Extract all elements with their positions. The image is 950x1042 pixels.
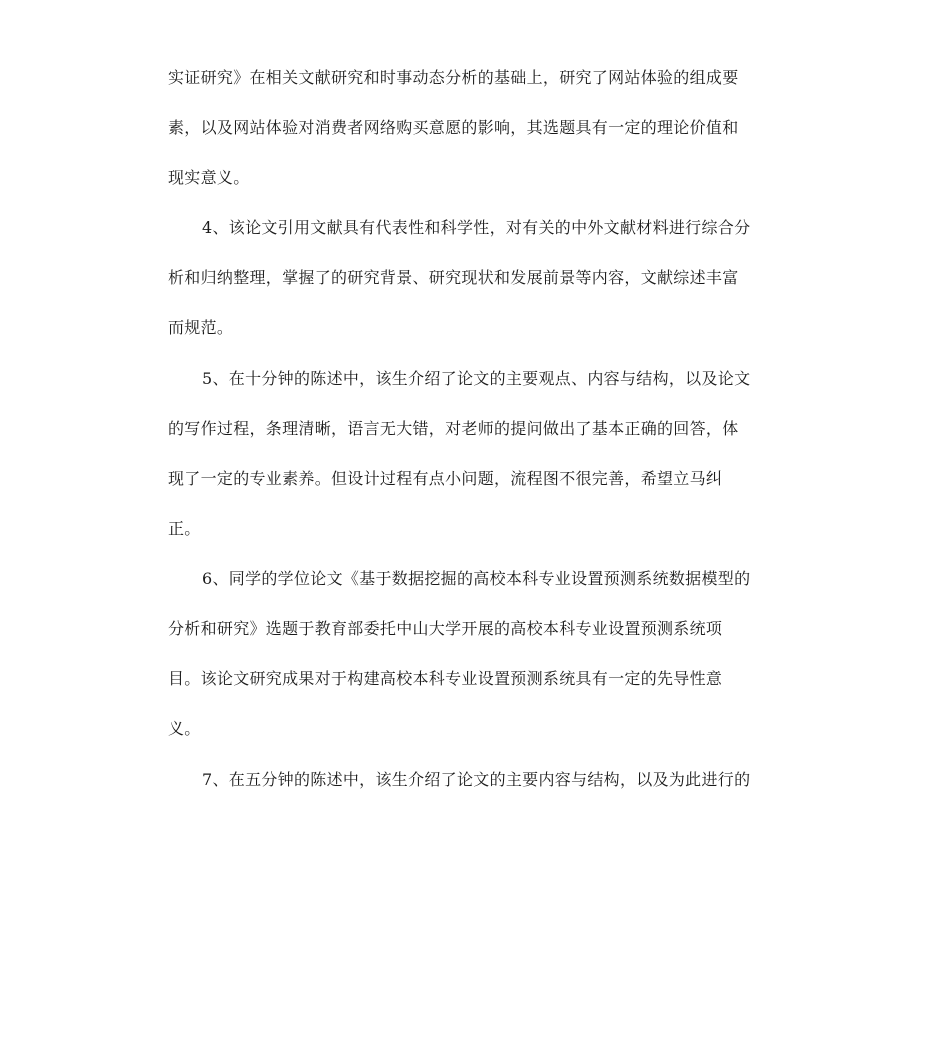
paragraph-4-start: 4、该论文引用文献具有代表性和科学性，对有关的中外文献材料进行综合分 — [202, 218, 751, 237]
text-line: 现了一定的专业素养。但设计过程有点小问题，流程图不很完善，希望立马纠 — [168, 469, 723, 488]
paragraph-7-start: 7、在五分钟的陈述中，该生介绍了论文的主要内容与结构，以及为此进行的 — [202, 770, 751, 789]
text-line: 义。 — [168, 719, 201, 738]
text-line: 分析和研究》选题于教育部委托中山大学开展的高校本科专业设置预测系统项 — [168, 619, 723, 638]
text-line: 实证研究》在相关文献研究和时事动态分析的基础上，研究了网站体验的组成要 — [168, 68, 739, 87]
text-line: 而规范。 — [168, 318, 234, 337]
text-line: 现实意义。 — [168, 168, 250, 187]
text-line: 目。该论文研究成果对于构建高校本科专业设置预测系统具有一定的先导性意 — [168, 669, 723, 688]
text-line: 析和归纳整理，掌握了的研究背景、研究现状和发展前景等内容，文献综述丰富 — [168, 268, 739, 287]
text-line: 的写作过程，条理清晰，语言无大错，对老师的提问做出了基本正确的回答，体 — [168, 419, 739, 438]
paragraph-5-start: 5、在十分钟的陈述中，该生介绍了论文的主要观点、内容与结构，以及论文 — [202, 369, 751, 388]
text-line: 正。 — [168, 519, 201, 538]
text-line: 素，以及网站体验对消费者网络购买意愿的影响，其选题具有一定的理论价值和 — [168, 118, 739, 137]
paragraph-6-start: 6、同学的学位论文《基于数据挖掘的高校本科专业设置预测系统数据模型的 — [202, 569, 751, 588]
